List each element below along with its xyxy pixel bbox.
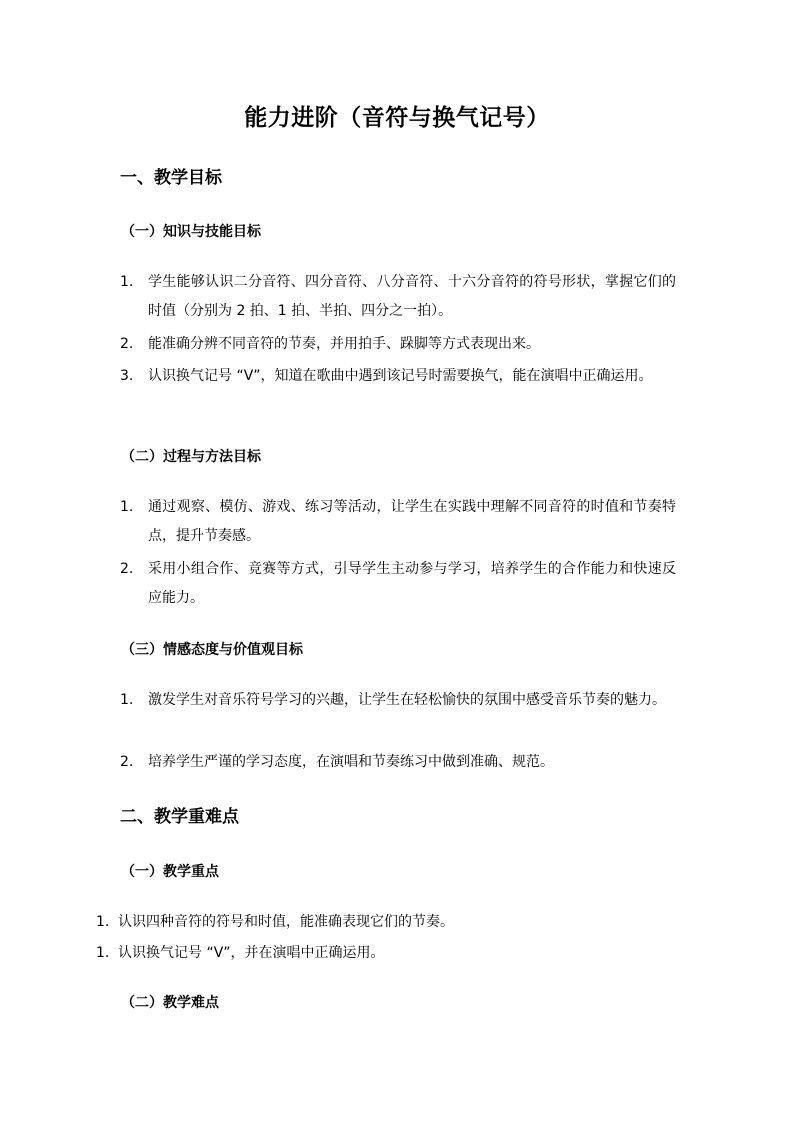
subsection-heading-key-focus: （一）教学重点: [121, 864, 219, 880]
subsection-heading-process-methods: （二）过程与方法目标: [121, 449, 261, 465]
list-item-number: 1.: [96, 945, 110, 961]
subsection-heading-difficulties: （二）教学难点: [121, 995, 219, 1011]
list-item: [120, 362, 676, 391]
list-item-number: 1.: [120, 692, 134, 708]
list-item: [96, 939, 676, 968]
list-item-number: 1.: [96, 914, 110, 930]
list-item-number: 2.: [120, 754, 134, 770]
list-item: [120, 555, 676, 613]
section-heading-teaching-goals: 一、教学目标: [120, 168, 222, 188]
list-item: [120, 330, 676, 359]
list-item-number: 2.: [120, 561, 134, 577]
subsection-heading-emotion-values: （三）情感态度与价值观目标: [121, 642, 303, 658]
list-item: [120, 268, 676, 326]
list-item-text: 能准确分辨不同音符的节奏，并用拍手、跺脚等方式表现出来。: [148, 336, 540, 352]
list-item: [120, 686, 676, 715]
list-item: [120, 493, 676, 551]
list-item: [120, 748, 676, 777]
list-item-text: 认识换气记号 “V”，知道在歌曲中遇到该记号时需要换气，能在演唱中正确运用。: [148, 368, 653, 384]
document-title: 能力进阶（音符与换气记号）: [244, 105, 550, 131]
list-item-text: 培养学生严谨的学习态度，在演唱和节奏练习中做到准确、规范。: [148, 754, 554, 770]
subsection-heading-knowledge-skills: （一）知识与技能目标: [121, 224, 261, 240]
list-item-number: 1.: [120, 499, 134, 515]
list-item-number: 3.: [120, 368, 134, 384]
list-item-number: 1.: [120, 274, 134, 290]
list-item: [96, 908, 676, 937]
list-item-number: 2.: [120, 336, 134, 352]
list-item-text: 通过观察、模仿、游戏、练习等活动，让学生在实践中理解不同音符的时值和节奏特点，提升节奏感。: [148, 499, 676, 544]
list-item-text: 激发学生对音乐符号学习的兴趣，让学生在轻松愉快的氛围中感受音乐节奏的魅力。: [148, 692, 666, 708]
list-item-text: 采用小组合作、竞赛等方式，引导学生主动参与学习，培养学生的合作能力和快速反应能力。: [148, 561, 676, 606]
list-item-text: 认识换气记号 “V”，并在演唱中正确运用。: [118, 945, 385, 961]
list-item-text: 学生能够认识二分音符、四分音符、八分音符、十六分音符的符号形状，掌握它们的时值（分别为 2 拍、1 拍、半拍、四分之一拍）。: [148, 274, 676, 319]
section-heading-key-points: 二、教学重难点: [120, 807, 239, 827]
list-item-text: 认识四种音符的符号和时值，能准确表现它们的节奏。: [118, 914, 454, 930]
